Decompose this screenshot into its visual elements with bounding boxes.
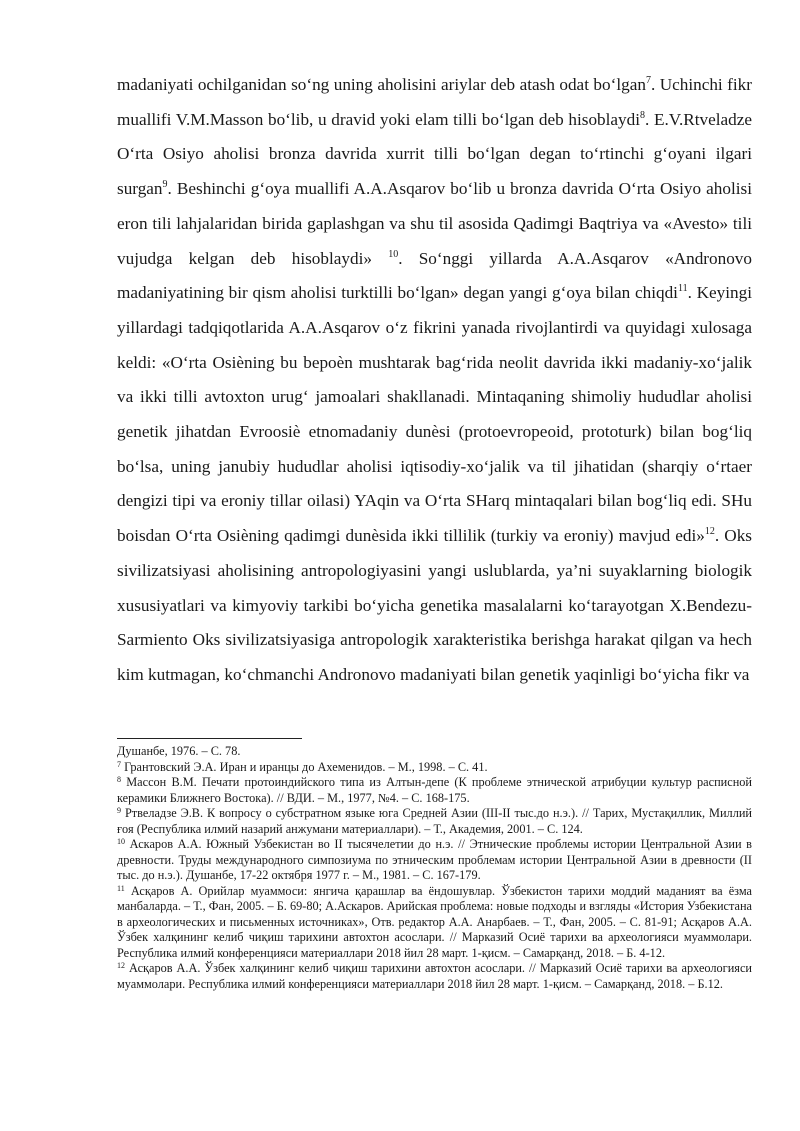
footnote-ref-7[interactable]: 7 xyxy=(645,75,651,86)
footnote-number: 8 xyxy=(117,775,121,784)
footnote-9 xyxy=(117,806,752,837)
footnote-text: Грантовский Э.А. Иран и иранцы до Ахеменидов. – М., 1998. – С. 41. xyxy=(121,759,488,774)
footnote-separator xyxy=(117,738,302,739)
footnote-text: Душанбе, 1976. – С. 78. xyxy=(117,744,241,758)
footnote-ref-11[interactable]: 11 xyxy=(677,283,688,295)
text-run: madaniyati ochilganidan so‘ng uning aholisini ariylar deb atash odat bo‘lgan xyxy=(117,75,646,94)
text-run: . Oks sivilizatsiyasi aholisining antropologiyasini yangi uslublarda, ya’ni suyaklarning biologik xususiyatlari va kimyoviy tarkibi bo‘yicha genetika masalalarni ko‘tarayotgan X.Bendezu-Sarmiento Oks sivilizatsiyasiga antropologik xarakteristika berishga harakat qilgan va hech kim kutmagan, ko‘chmanchi Andronovo madaniyati bilan genetik yaqinligi bo‘yicha fikr va xyxy=(117,526,752,684)
footnote-number: 11 xyxy=(117,883,125,893)
footnote-ref-8[interactable]: 8 xyxy=(640,109,646,121)
footnote-text: Асқаров А. Орийлар муаммоси: янгича қарашлар ва ёндошувлар. Ўзбекистон тарихи моддий маданият ва ёзма манбаларда. – Т., Фан, 2005. – Б. 69-80; А.Аскаров. Арийская проблема: новые подходы и взгляды «История Узбекистана в археологических и письменных источниках», Отв. редактор А.А. Анарбаев. – Т., Фан, 2005. – С. 81-91; Асқаров А.А. Ўзбек халқининг келиб чиқиш тарихини автохтон асослари. // Марказий Осиё тарихи ва археологияси муаммолари. Республика илмий конференцияси материаллари 2018 йил 28 март. 1-қисм. – Самарқанд, 2018. – Б. 4-12. xyxy=(117,883,752,960)
footnote-number: 10 xyxy=(117,837,125,846)
footnote-text: Ртвеладзе Э.В. К вопросу о субстратном языке юга Средней Азии (III-II тыс.до н.э.). // Тарих, Мустақиллик, Миллий ғоя (Республика илмий назарий анжумани материаллари). – Т., Академия, 2001. – С. 124. xyxy=(117,806,752,836)
footnote-10 xyxy=(117,837,752,884)
footnote-7 xyxy=(117,760,752,776)
footnote-11 xyxy=(117,884,752,962)
footnote-text: Асқаров А.А. Ўзбек халқининг келиб чиқиш тарихини автохтон асослари. // Марказий Осиё тарихи ва археологияси муаммолари. Республика илмий конференцияси материаллари 2018 йил 28 март. 1-қисм. – Самарқанд, 2018. – Б.12. xyxy=(117,961,752,991)
body-paragraph xyxy=(117,68,752,693)
main-text xyxy=(117,68,752,693)
text-run: . E.V.Rtveladze O‘rta Osiyo aholisi bronza davrida xurrit tilli bo‘lgan degan to‘rtinchi g‘oyani ilgari surgan xyxy=(117,109,752,199)
footnote-ref-12[interactable]: 12 xyxy=(704,526,715,538)
footnote-number: 9 xyxy=(117,806,121,815)
text-run: . Keyingi yillardagi tadqiqotlarida A.A.Asqarov o‘z fikrini yanada rivojlantirdi va quyidagi xulosaga keldi: «O‘rta Osiѐning bu bepoѐn mushtarak bag‘rida neolit davrida ikki madaniy-xo‘jalik va ikki tilli avtoxton urug‘ jamoalari shakllanadi. Mintaqaning shimoliy hududlar aholisi genetik jihatdan Evroosiѐ etnomadaniy dunѐsi (protoevropeoid, prototurk) bilan bog‘liq bo‘lsa, uning janubiy hududlar aholisi iqtisodiy-xo‘jalik va til jihatidan (sharqiy o‘rtaer dengizi tipi va eroniy tillar oilasi) YAqin va O‘rta SHarq mintaqalari bilan bog‘liq edi. SHu boisdan O‘rta Osiѐning qadimgi dunѐsida ikki tillilik (turkiy va eroniy) mavjud edi» xyxy=(117,283,752,546)
footnote-8 xyxy=(117,775,752,806)
text-run: . So‘nggi yillarda A.A.Asqarov «Andronovo madaniyatining bir qism aholisi turktilli bo‘lgan» degan yangi g‘oya bilan chiqdi xyxy=(117,248,752,303)
footnote-continued xyxy=(117,744,752,760)
footnote-text: Массон В.М. Печати протоиндийского типа из Алтын-депе (К проблеме этнической атрибуции культур расписной керамики Ближнего Востока). // ВДИ. – М., 1977, №4. – С. 168-175. xyxy=(117,775,752,805)
footnotes xyxy=(117,744,752,992)
text-run: . Beshinchi g‘oya muallifi A.A.Asqarov bo‘lib u bronza davrida O‘rta Osiyo aholisi eron tili lahjalaridan birida gaplashgan va shu til asosida Qadimgi Baqtriya va «Avesto» tili vujudga kelgan deb hisoblaydi» xyxy=(117,179,752,268)
footnote-ref-10[interactable]: 10 xyxy=(388,248,399,260)
footnote-ref-9[interactable]: 9 xyxy=(162,179,168,191)
footnote-number: 12 xyxy=(117,961,125,970)
footnote-number: 7 xyxy=(117,759,121,769)
footnote-12 xyxy=(117,961,752,992)
footnote-text: Аскаров А.А. Южный Узбекистан во II тысячелетии до н.э. // Этнические проблемы истории Центральной Азии в древности. Труды международного симпозиума по этническим проблемам истории Центральной Азии в древности (II тыс. до н.э.). Душанбе, 17-22 октября 1977 г. – М., 1981. – С. 167-179. xyxy=(117,837,752,882)
text-run: . Uchinchi fikr muallifi V.M.Masson bo‘lib, u dravid yoki elam tilli bo‘lgan deb hisoblaydi xyxy=(117,75,752,129)
